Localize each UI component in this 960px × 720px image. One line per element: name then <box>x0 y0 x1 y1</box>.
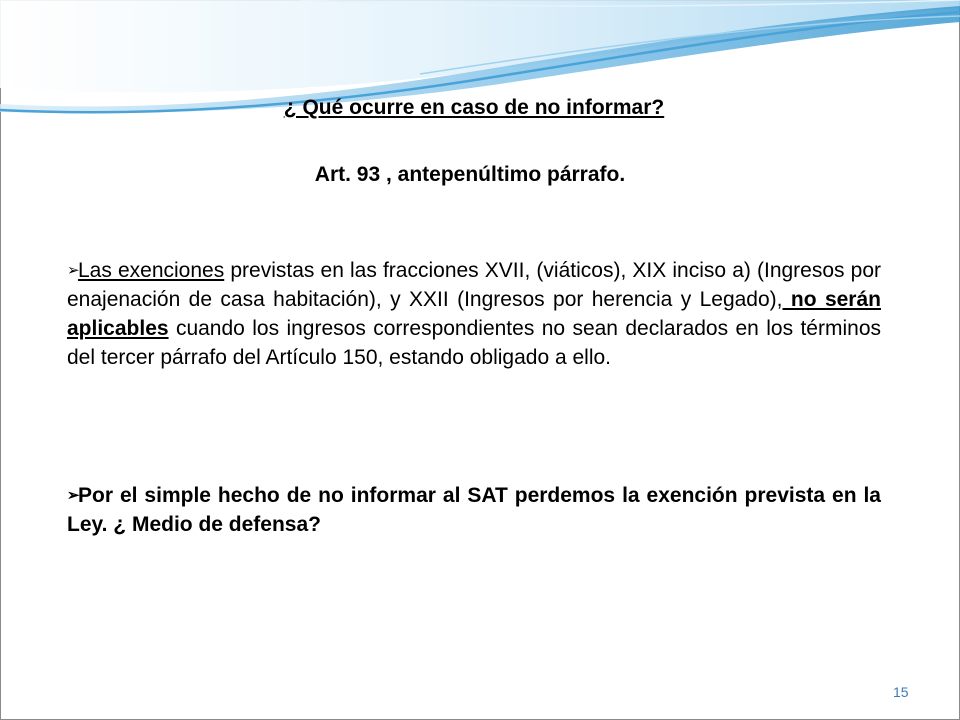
paragraph-text-2: cuando los ingresos correspondientes no sean declarados en los términos del tercer párrafo del Artículo 150, estando obligado a ello. <box>67 317 881 369</box>
paragraph-exenciones <box>67 256 881 372</box>
highlight-no-seran-aplicables: no serán aplicables <box>67 288 881 340</box>
slide-title: ¿ Qué ocurre en caso de no informar? <box>283 96 665 119</box>
highlight-las-exenciones: Las exenciones <box>78 259 225 282</box>
paragraph-text-1: previstas en las fracciones XVII, (viáticos), XIX inciso a) (Ingresos por enajenación de casa habitación), y XXII (Ingresos por herencia y Legado), <box>67 259 881 311</box>
paragraph-2-text: Por el simple hecho de no informar al SAT perdemos la exención prevista en la Ley. ¿ Medio de defensa? <box>67 484 881 536</box>
slide-subtitle: Art. 93 , antepenúltimo párrafo. <box>314 163 626 186</box>
paragraph-no-informar <box>67 481 881 539</box>
page-number: 15 <box>893 684 909 700</box>
arrow-right-bullet-icon: ➢ <box>67 487 80 504</box>
arrow-right-bullet-icon: ➢ <box>67 262 80 279</box>
